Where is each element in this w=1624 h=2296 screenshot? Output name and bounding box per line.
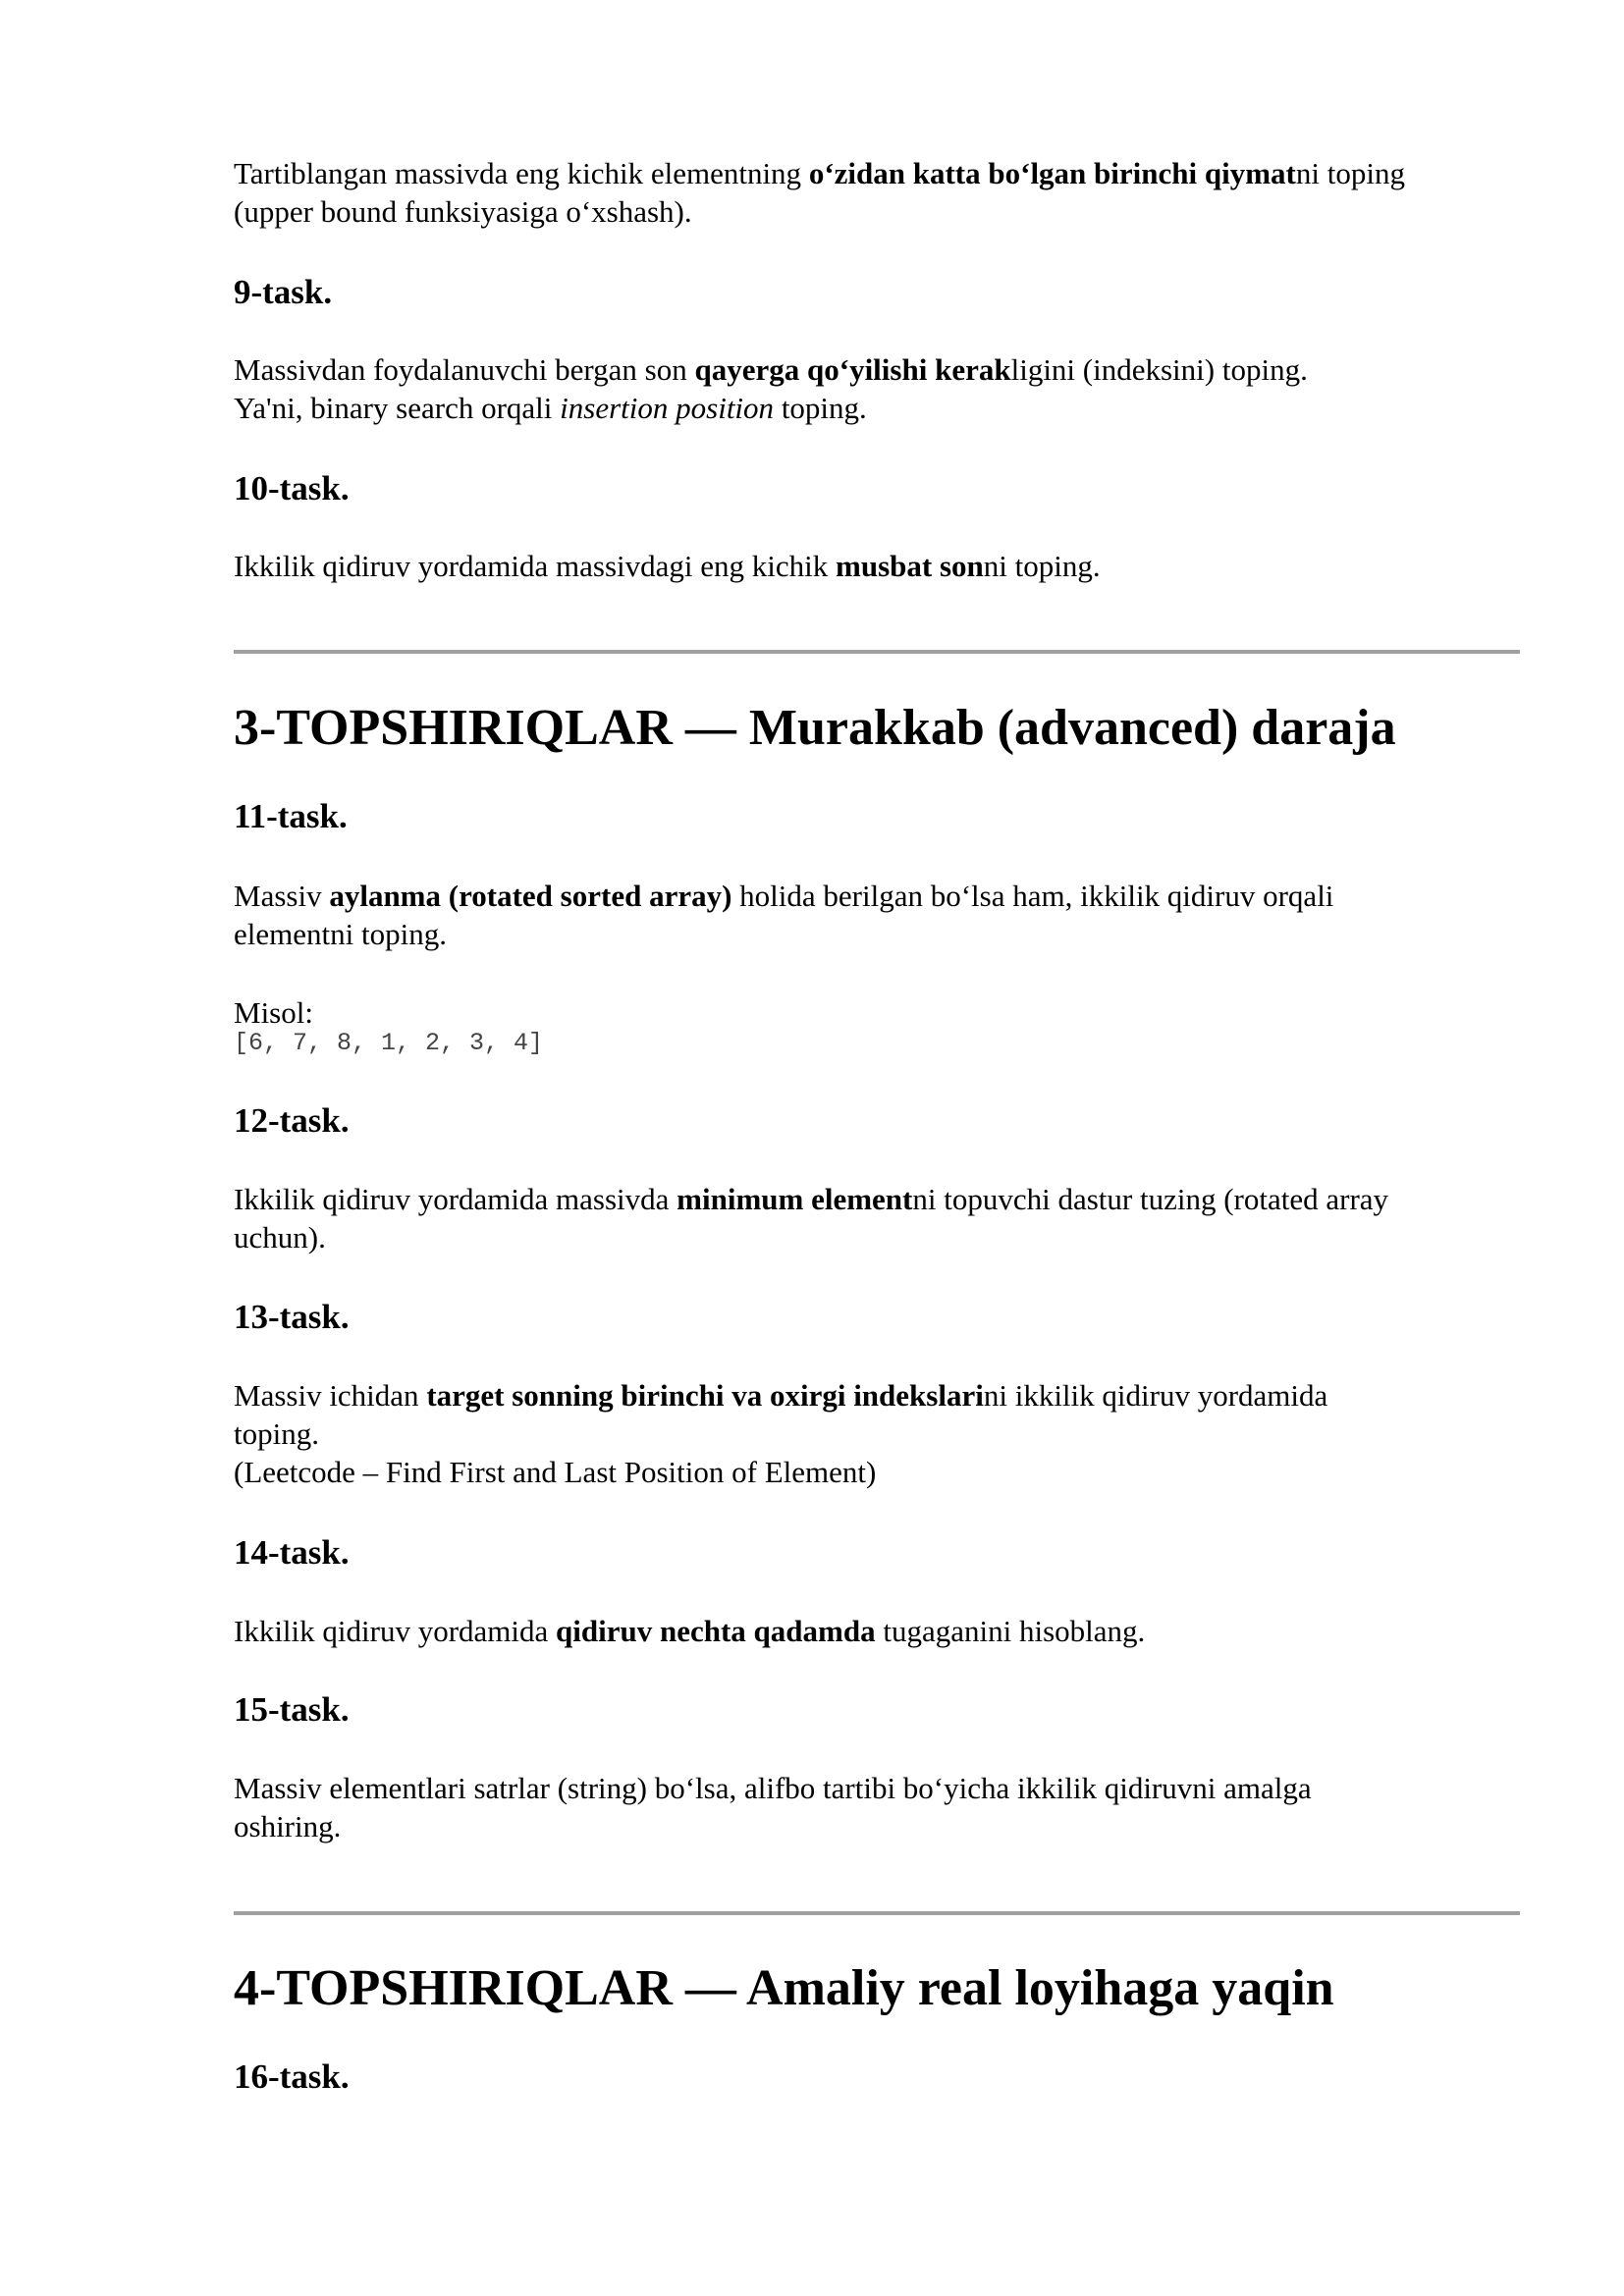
task-15-heading: 15-task. (234, 1690, 350, 1729)
text-run: elementni toping. (234, 917, 447, 951)
bold-text: target sonning birinchi va oxirgi indekslari (426, 1378, 984, 1413)
text-run: (Leetcode – Find First and Last Position of Element) (234, 1455, 877, 1489)
text-run: tugaganini hisoblang. (875, 1614, 1146, 1648)
text-run: ni toping. (983, 549, 1101, 583)
text-run: uchun). (234, 1220, 326, 1255)
task-10-heading: 10-task. (234, 469, 350, 507)
section-4-heading: 4-TOPSHIRIQLAR — Amaliy real loyihaga yaqin (234, 1960, 1334, 2016)
task-9-heading: 9-task. (234, 273, 333, 311)
text-run: Massiv (234, 879, 330, 913)
task-12-heading: 12-task. (234, 1101, 350, 1140)
task-13-paragraph (234, 1376, 1520, 1491)
text-run: Ya'ni, binary search orqali (234, 391, 561, 425)
text-run: holida berilgan bo‘lsa ham, ikkilik qidiruv orqali (731, 879, 1334, 913)
bold-text: aylanma (rotated sorted array) (329, 879, 732, 913)
text-run: toping. (774, 391, 867, 425)
text-run: Massivdan foydalanuvchi bergan son (234, 352, 695, 387)
bold-text: minimum element (677, 1182, 913, 1216)
task-11-paragraph (234, 877, 1520, 953)
text-run: Tartiblangan massivda eng kichik elementning (234, 156, 809, 190)
task-14-paragraph (234, 1612, 1520, 1650)
bold-text: qayerga qo‘yilishi kerak (694, 352, 1011, 387)
task-13-heading: 13-task. (234, 1298, 350, 1336)
task-15-paragraph (234, 1769, 1520, 1845)
text-run: ligini (indeksini) toping. (1010, 352, 1308, 387)
task-16-heading: 16-task. (234, 2057, 350, 2096)
italic-text: insertion position (560, 391, 775, 425)
section-divider (234, 650, 1520, 654)
text-run: Ikkilik qidiruv yordamida massivda (234, 1182, 677, 1216)
bold-text: qidiruv nechta qadamda (556, 1614, 876, 1648)
section-divider (234, 1911, 1520, 1915)
text-run: ni ikkilik qidiruv yordamida (983, 1378, 1328, 1413)
bold-text: o‘zidan katta bo‘lgan birinchi qiymat (808, 156, 1296, 190)
text-run: (upper bound funksiyasiga o‘xshash). (234, 194, 692, 229)
task-11-heading: 11-task. (234, 797, 348, 835)
text-run: Massiv ichidan (234, 1378, 427, 1413)
text-run: oshiring. (234, 1809, 342, 1843)
text-run: Ikkilik qidiruv yordamida (234, 1614, 557, 1648)
text-run: ni topuvchi dastur tuzing (rotated array (912, 1182, 1389, 1216)
task-14-heading: 14-task. (234, 1533, 350, 1572)
task-9-paragraph (234, 350, 1520, 427)
task-12-paragraph (234, 1180, 1520, 1256)
task-10-paragraph (234, 547, 1520, 585)
text-run: ni toping (1295, 156, 1405, 190)
example-label: Misol: (234, 995, 313, 1030)
section-3-heading: 3-TOPSHIRIQLAR — Murakkab (advanced) daraja (234, 700, 1396, 756)
intro-paragraph (234, 154, 1520, 231)
text-run: toping. (234, 1416, 319, 1451)
bold-text: musbat son (836, 549, 984, 583)
example-code: [6, 7, 8, 1, 2, 3, 4] (234, 1029, 544, 1057)
text-run: Ikkilik qidiruv yordamida massivdagi eng kichik (234, 549, 837, 583)
text-run: Massiv elementlari satrlar (string) bo‘lsa, alifbo tartibi bo‘yicha ikkilik qidiruvni amalga (234, 1771, 1312, 1805)
